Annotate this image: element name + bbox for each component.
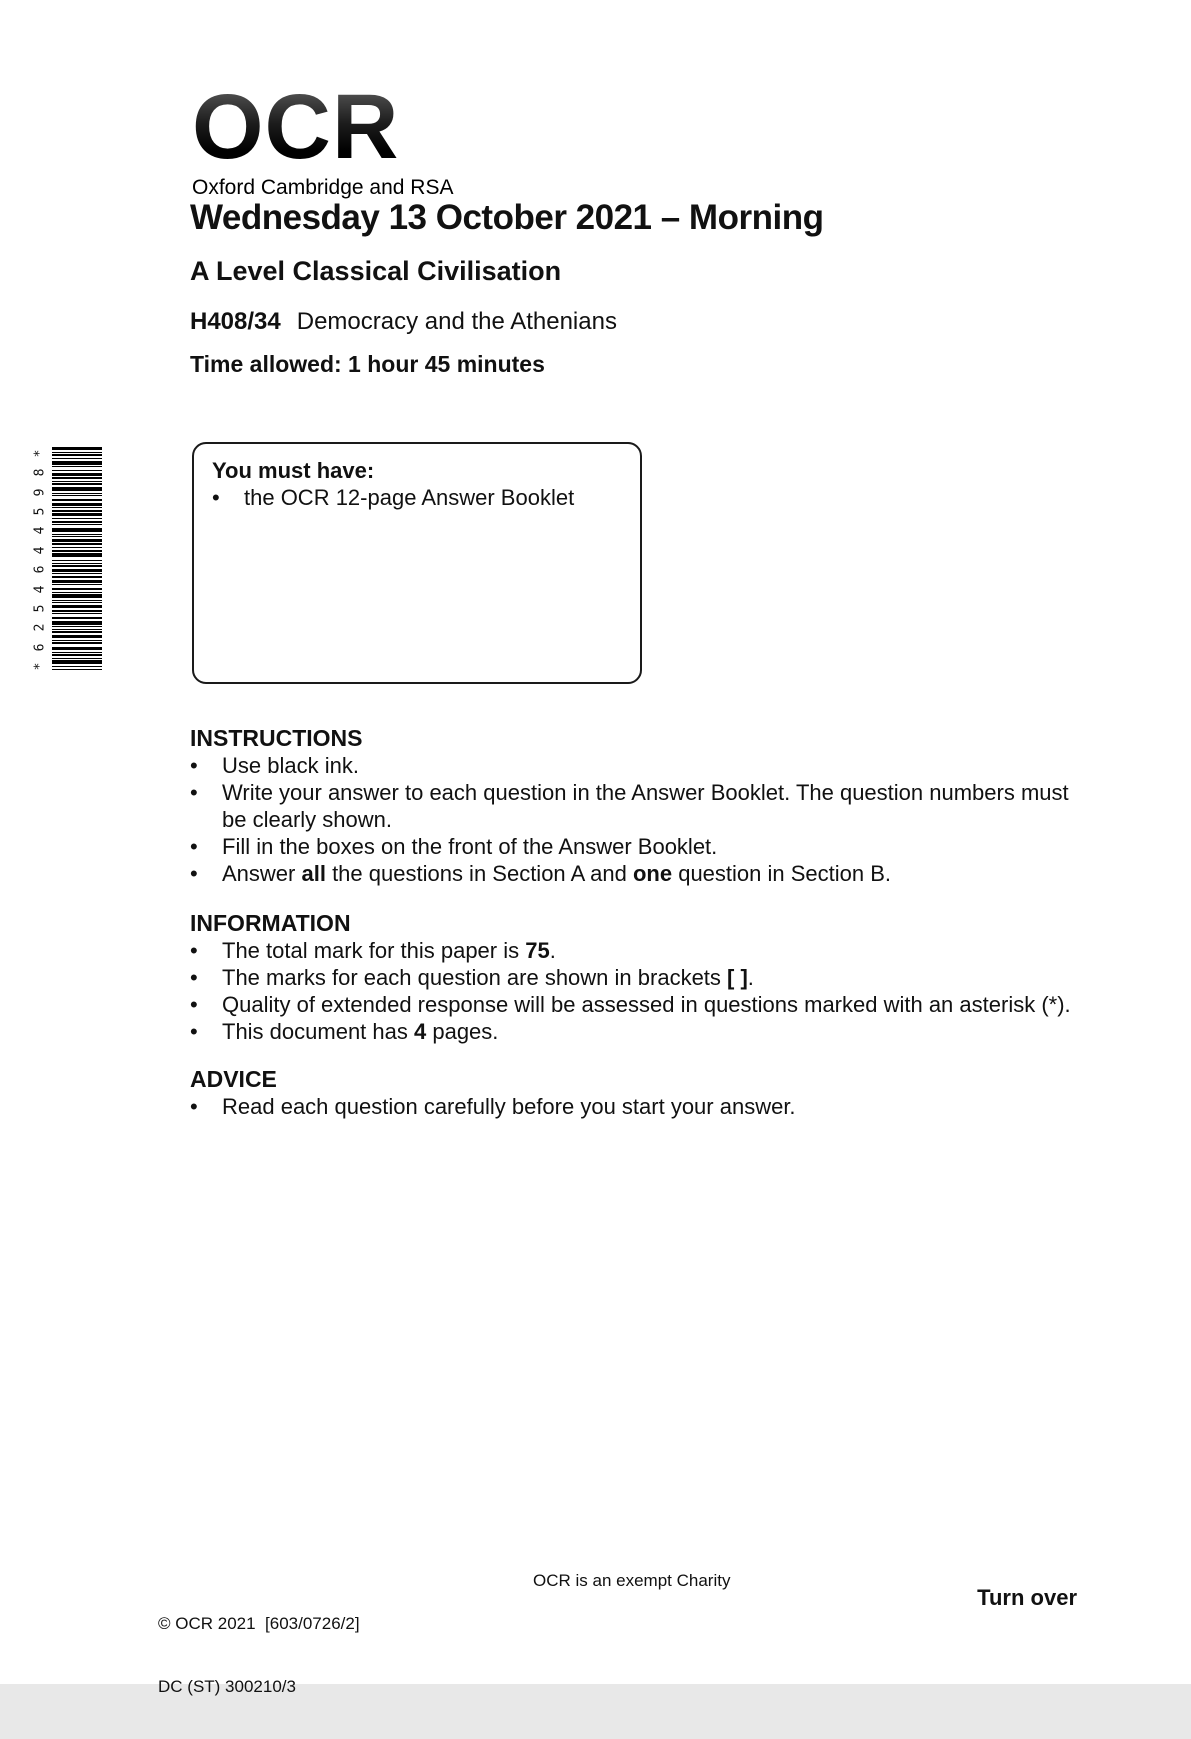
qualification-title: A Level Classical Civilisation — [190, 256, 562, 286]
paper-name: Democracy and the Athenians — [296, 308, 617, 335]
bullet-item — [190, 1093, 1150, 1120]
information-section — [190, 910, 1150, 1045]
footer-charity-note: OCR is an exempt Charity — [533, 1571, 731, 1590]
barcode-digit: 6 — [32, 565, 48, 574]
bullet-icon: • — [190, 780, 198, 805]
bullet-text: Fill in the boxes on the front of the Answer Booklet. — [222, 834, 718, 859]
barcode-digit: 4 — [32, 546, 48, 555]
barcode-digit: 8 — [32, 468, 48, 477]
bullet-icon: • — [190, 1019, 198, 1044]
bullet-icon: • — [212, 485, 220, 510]
you-must-have-box — [192, 442, 642, 684]
bullet-text: Read each question carefully before you start your answer. — [222, 1094, 796, 1119]
ocr-logo-subtext: Oxford Cambridge and RSA — [192, 176, 454, 200]
barcode-digit: 5 — [32, 507, 48, 516]
information-heading: INFORMATION — [190, 910, 351, 936]
ocr-logo-text: OCR — [192, 76, 400, 178]
paper-code: H408/34 — [190, 308, 281, 335]
bullet-text: This document has 4 pages. — [222, 1019, 499, 1044]
you-must-have-heading: You must have: — [212, 458, 375, 483]
barcode-digit: 4 — [32, 527, 48, 535]
bullet-icon: • — [190, 965, 198, 990]
bullet-item — [190, 752, 1150, 779]
instructions-list — [190, 752, 1150, 887]
footer-ref: DC (ST) 300210/3 — [158, 1677, 296, 1696]
bullet-icon: • — [190, 861, 198, 886]
barcode-digit: * — [32, 662, 48, 671]
bullet-item — [190, 1018, 1150, 1045]
barcode-digit: * — [32, 449, 48, 458]
bullet-text: Quality of extended response will be assessed in questions marked with an asterisk (*). — [222, 992, 1071, 1017]
information-list — [190, 937, 1150, 1045]
bullet-text: The total mark for this paper is 75. — [222, 938, 556, 963]
bullet-icon: • — [190, 1094, 198, 1119]
barcode-digit: 9 — [32, 488, 48, 497]
time-allowed: Time allowed: 1 hour 45 minutes — [190, 351, 545, 377]
footer-copyright: © OCR 2021 [603/0726/2] — [158, 1614, 360, 1633]
bullet-item — [190, 964, 1150, 991]
bullet-icon: • — [190, 753, 198, 778]
bullet-item — [190, 779, 1150, 833]
barcode-digit: 5 — [32, 604, 48, 613]
advice-heading: ADVICE — [190, 1066, 277, 1092]
barcode-number — [30, 447, 50, 673]
you-must-have-list — [212, 484, 622, 511]
barcode-digit: 6 — [32, 643, 48, 652]
bullet-item — [212, 484, 622, 511]
bullet-text: Write your answer to each question in the Answer Booklet. The question numbers must be clearly shown. — [222, 780, 1069, 832]
bullet-text: Answer all the questions in Section A and one question in Section B. — [222, 861, 892, 886]
paper-code-line — [190, 308, 617, 336]
footer-imprint — [158, 1571, 360, 1739]
bullet-text: Use black ink. — [222, 753, 359, 778]
bullet-item — [190, 860, 1150, 887]
bullet-item — [190, 991, 1150, 1018]
turn-over-label: Turn over — [977, 1585, 1077, 1610]
bullet-icon: • — [190, 834, 198, 859]
advice-list — [190, 1093, 1150, 1120]
bullet-item — [190, 833, 1150, 860]
instructions-section — [190, 725, 1150, 887]
instructions-heading: INSTRUCTIONS — [190, 725, 363, 751]
page-title: Wednesday 13 October 2021 – Morning — [190, 198, 824, 237]
ocr-logo — [192, 76, 454, 200]
barcode-image — [52, 447, 102, 673]
barcode-digit: 4 — [32, 585, 48, 593]
advice-section — [190, 1066, 1150, 1120]
bullet-icon: • — [190, 938, 198, 963]
bullet-item — [190, 937, 1150, 964]
bullet-text: the OCR 12-page Answer Booklet — [244, 485, 575, 510]
bullet-icon: • — [190, 992, 198, 1017]
bullet-text: The marks for each question are shown in brackets [ ]. — [222, 965, 754, 990]
barcode-digit: 2 — [32, 623, 48, 632]
